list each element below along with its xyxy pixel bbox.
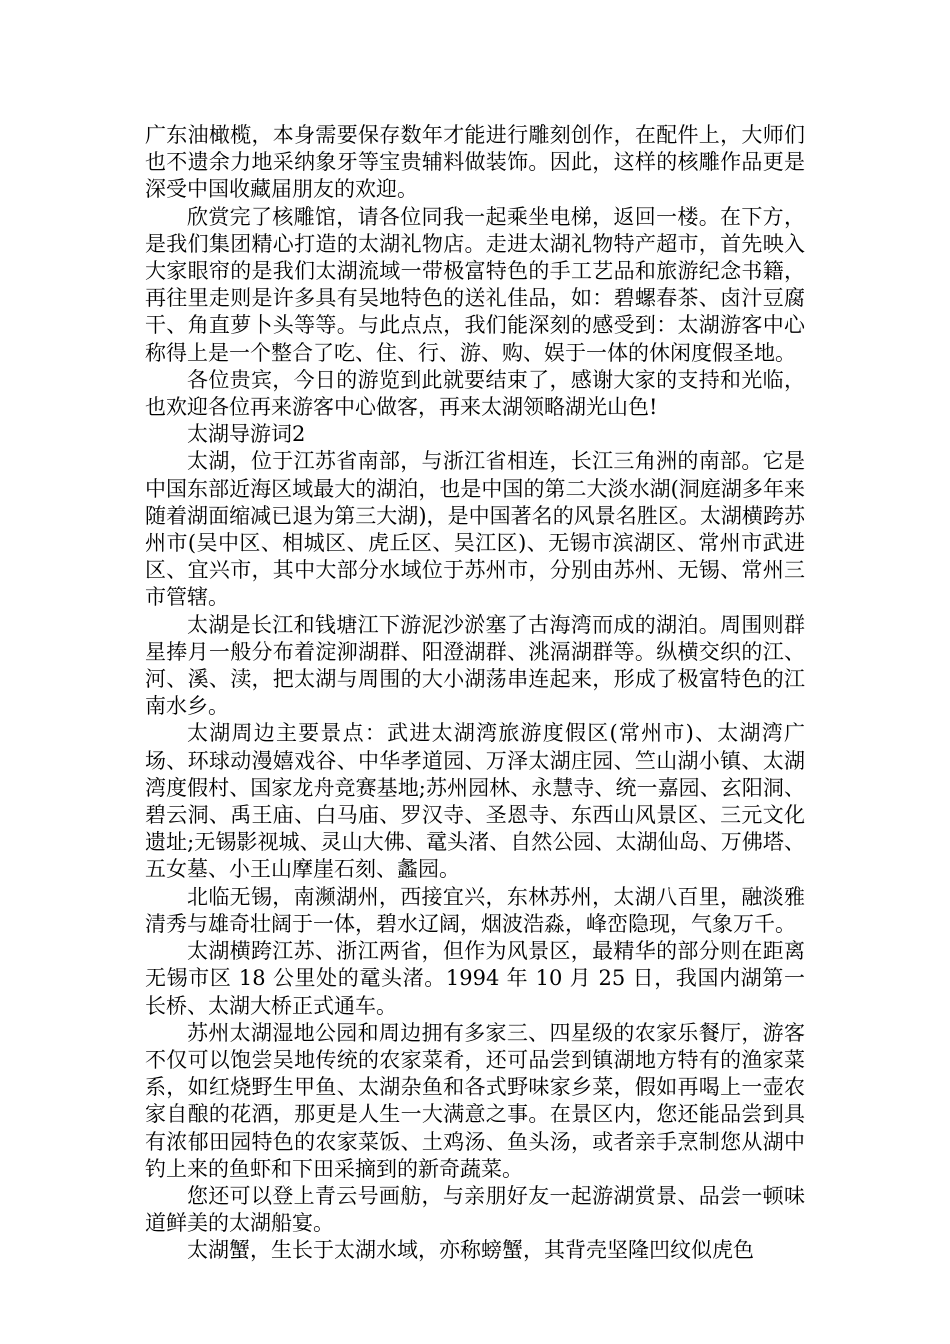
paragraph-food: 苏州太湖湿地公园和周边拥有多家三、四星级的农家乐餐厅，游客不仅可以饱尝吴地传统的农家菜肴，还可品尝到镇湖地方特有的渔家菜系，如红烧野生甲鱼、太湖杂鱼和各式野味家乡菜，假如再喝上一壶农家自酿的花酒，那更是人生一大满意之事。在景区内，您还能品尝到具有浓郁田园特色的农家菜饭、土鸡汤、鱼头汤，或者亲手烹制您从湖中钓上来的鱼虾和下田采摘到的新奇蔬菜。	[145, 1020, 805, 1181]
paragraph-gift-shop: 欣赏完了核雕馆，请各位同我一起乘坐电梯，返回一楼。在下方，是我们集团精心打造的太湖礼物店。走进太湖礼物特产超市，首先映入大家眼帘的是我们太湖流域一带极富特色的手工艺品和旅游纪念书籍，再往里走则是许多具有吴地特色的送礼佳品，如：碧螺春茶、卤汁豆腐干、角直萝卜头等等。与此点点，我们能深刻的感受到：太湖游客中心称得上是一个整合了吃、住、行、游、购、娱于一体的休闲度假圣地。	[145, 204, 805, 365]
paragraph-formation: 太湖是长江和钱塘江下游泥沙淤塞了古海湾而成的湖泊。周围则群星捧月一般分布着淀泖湖群、阳澄湖群、洮滆湖群等。纵横交织的江、河、溪、渎，把太湖与周围的大小湖荡串连起来，形成了极富特色的江南水乡。	[145, 612, 805, 719]
document-page	[145, 122, 805, 1265]
paragraph-continuation: 广东油橄榄，本身需要保存数年才能进行雕刻创作，在配件上，大师们也不遗余力地采纳象牙等宝贵辅料做装饰。因此，这样的核雕作品更是深受中国收藏届朋友的欢迎。	[145, 123, 805, 202]
paragraph-location: 太湖，位于江苏省南部，与浙江省相连，长江三角洲的南部。它是中国东部近海区域最大的湖泊，也是中国的第二大淡水湖(洞庭湖多年来随着湖面缩减已退为第三大湖)，是中国著名的风景名胜区。太湖横跨苏州市(吴中区、相城区、虎丘区、吴江区)、无锡市滨湖区、常州市武进区、宜兴市，其中大部分水域位于苏州市，分别由苏州、无锡、常州三市管辖。	[145, 449, 805, 610]
section-heading: 太湖导游词2	[187, 422, 306, 447]
paragraph-scenery: 北临无锡，南濒湖州，西接宜兴，东林苏州，太湖八百里，融淡雅清秀与雄奇壮阔于一体，碧水辽阔，烟波浩淼，峰峦隐现，气象万千。	[145, 884, 805, 936]
paragraph-crab: 太湖蟹，生长于太湖水域，亦称螃蟹，其背壳坚隆凹纹似虎色	[187, 1238, 754, 1263]
paragraph-bridge: 太湖横跨江苏、浙江两省，但作为风景区，最精华的部分则在距离无锡市区 18 公里处的鼋头渚。1994 年 10 月 25 日，我国内湖第一长桥、太湖大桥正式通车。	[145, 939, 805, 1018]
paragraph-boat: 您还可以登上青云号画舫，与亲朋好友一起游湖赏景、品尝一顿味道鲜美的太湖船宴。	[145, 1183, 805, 1236]
paragraph-farewell: 各位贵宾，今日的游览到此就要结束了，感谢大家的支持和光临，也欢迎各位再来游客中心做客，再来太湖领略湖光山色!	[145, 367, 805, 420]
paragraph-attractions: 太湖周边主要景点：武进太湖湾旅游度假区(常州市)、太湖湾广场、环球动漫嬉戏谷、中华孝道园、万泽太湖庄园、竺山湖小镇、太湖湾度假村、国家龙舟竞赛基地;苏州园林、永慧寺、统一嘉园、玄阳洞、碧云洞、禹王庙、白马庙、罗汉寺、圣恩寺、东西山风景区、三元文化遗址;无锡影视城、灵山大佛、鼋头渚、自然公园、太湖仙岛、万佛塔、五女墓、小王山摩崖石刻、蠡园。	[145, 721, 805, 882]
